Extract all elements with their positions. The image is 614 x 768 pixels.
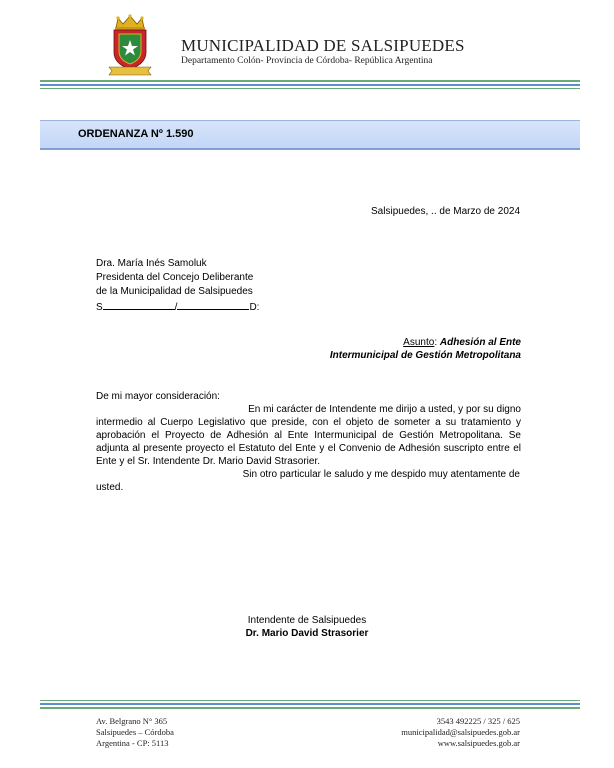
signature-name: Dr. Mario David Strasorier [245, 628, 369, 639]
signature-title: Intendente de Salsipuedes [247, 615, 367, 626]
footer-website[interactable]: www.salsipuedes.gob.ar [437, 738, 520, 748]
subject-colon: : [434, 337, 440, 348]
recipient-name: Dra. María Inés Samoluk [96, 258, 207, 269]
slash: / [174, 302, 178, 313]
footer-email[interactable]: municipalidad@salsipuedes.gob.ar [401, 727, 520, 737]
paragraph-1-rest: intermedio al Cuerpo Legislativo que preside, con el objeto de someter a su tratamiento y aprobación el Proyecto de Adhesión al Ente Intermunicipal de Gestión Metropolitana. Se adjunta al presente proyecto el Estatuto del Ente y el Convenio de Adhesión suscripto entre el Ente y el Sr. Intendente Dr. Mario David Strasorier. [96, 417, 521, 467]
footer-address [96, 716, 174, 749]
paragraph-1-first-line: En mi carácter de Intendente me dirijo a usted, y por su digno [248, 404, 521, 415]
ordinance-number: ORDENANZA Nº 1.590 [78, 128, 194, 140]
blank-line [103, 299, 175, 310]
ordinance-banner [40, 120, 580, 150]
footer-address-line: Argentina - CP: 5113 [96, 738, 169, 748]
signature-block [0, 614, 614, 640]
footer-phone: 3543 492225 / 325 / 625 [436, 716, 520, 726]
subject-line-1: Adhesión al Ente [439, 337, 521, 348]
letter-date: Salsipuedes, .. de Marzo de 2024 [371, 206, 520, 217]
d-label: D: [249, 302, 260, 313]
subject-label: Asunto [403, 337, 435, 348]
blank-line [177, 299, 249, 310]
municipal-coat-of-arms-icon [108, 14, 152, 76]
paragraph-2-rest: usted. [96, 482, 124, 493]
recipient-block [96, 257, 259, 313]
recipient-org: de la Municipalidad de Salsipuedes [96, 286, 253, 297]
municipality-subtitle: Departamento Colón- Provincia de Córdoba- República Argentina [181, 56, 433, 66]
letter-body [96, 403, 521, 494]
s-label: S [96, 302, 103, 313]
footer-rule [40, 703, 580, 705]
footer-contact [401, 716, 520, 749]
municipality-title: MUNICIPALIDAD DE SALSIPUEDES [181, 36, 465, 55]
subject-block [330, 336, 521, 362]
footer-rule [40, 700, 580, 701]
recipient-role: Presidenta del Concejo Deliberante [96, 272, 254, 283]
subject-line-2: Intermunicipal de Gestión Metropolitana [329, 350, 521, 361]
header-rule [40, 88, 580, 89]
footer-address-line: Salsipuedes – Córdoba [96, 727, 174, 737]
paragraph-2-first-line: Sin otro particular le saludo y me despido muy atentamente de [242, 469, 520, 480]
footer-rule [40, 707, 580, 709]
footer-address-line: Av. Belgrano N° 365 [96, 716, 168, 726]
salutation: De mi mayor consideración: [96, 391, 220, 402]
recipient-sd-line [96, 299, 259, 313]
header-rule [40, 84, 580, 86]
header-rule [40, 80, 580, 82]
